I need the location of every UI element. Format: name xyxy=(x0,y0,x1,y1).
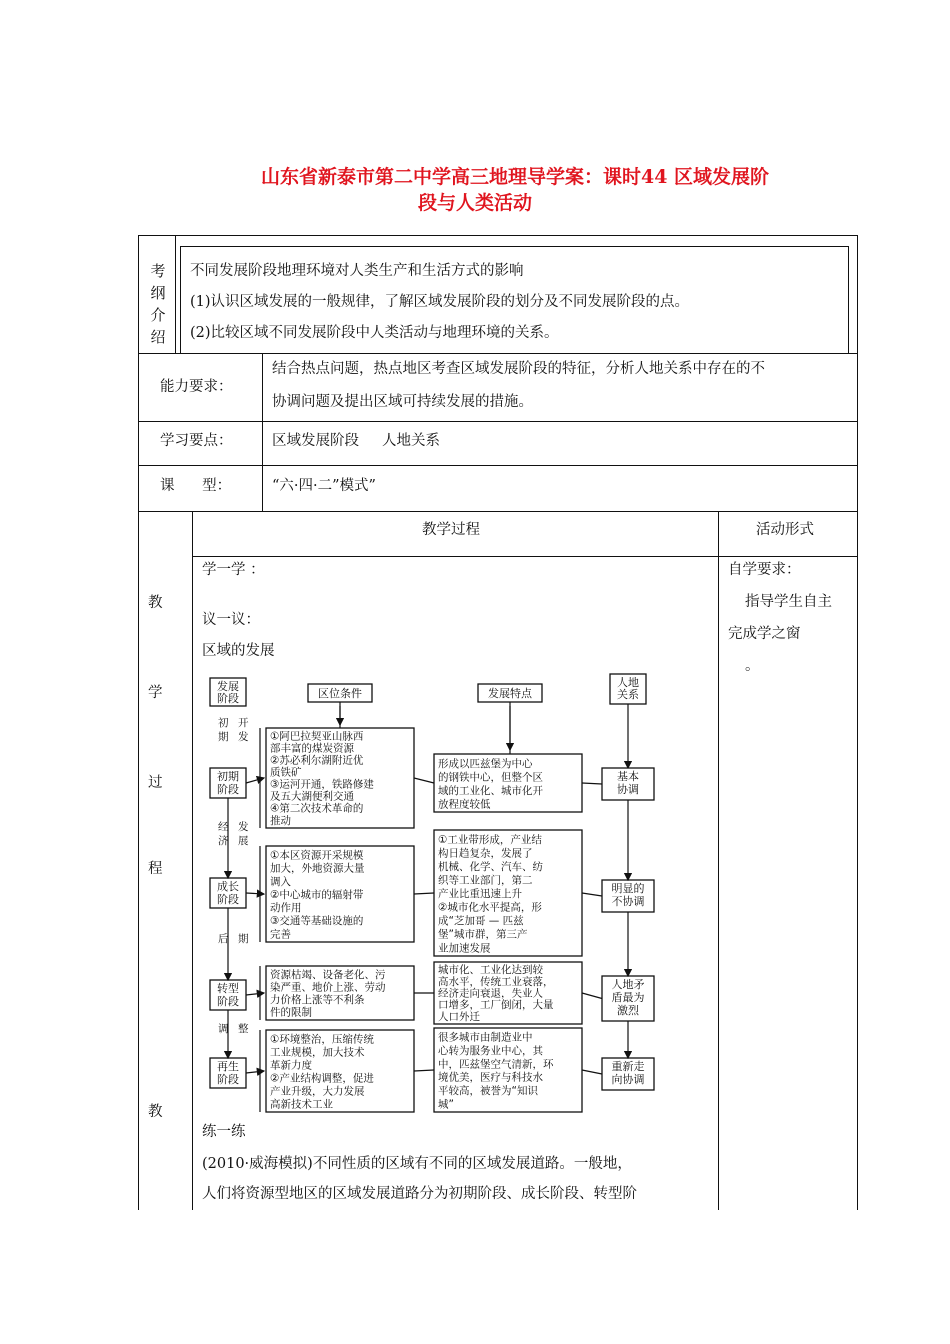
header-feature-text: 发展特点 xyxy=(488,687,532,700)
header-relation-text: 关系 xyxy=(617,688,639,701)
side-char: 教 xyxy=(148,1104,163,1120)
relation-text: 人地矛 xyxy=(611,978,645,991)
condition-text: 推动 xyxy=(270,814,291,827)
feature-text: 口增多，工厂倒闭，大量 xyxy=(438,999,554,1012)
side-char: 学 xyxy=(148,685,163,701)
lessontype-label: 课 型： xyxy=(160,478,232,494)
feature-to-relation xyxy=(582,1070,602,1074)
stage-name: 阶段 xyxy=(217,783,239,796)
phase-label: 济 xyxy=(218,835,229,847)
feature-to-relation xyxy=(582,993,602,999)
feature-text: 人口外迁 xyxy=(438,1010,480,1023)
condition-text: ③运河开通，铁路修建 xyxy=(270,778,374,791)
feature-text: 构日趋复杂，发展了 xyxy=(438,847,533,860)
condition-text: ③交通等基础设施的 xyxy=(270,915,364,928)
doc-title-line1: 山东省新泰市第二中学高三地理导学案：课时44 区域发展阶 xyxy=(260,166,770,188)
header-stage-text: 阶段 xyxy=(217,692,239,705)
relation-text: 基本 xyxy=(617,770,639,783)
outline-label: 考 纲 介 绍 xyxy=(150,262,166,346)
row-divider xyxy=(138,421,858,422)
stage-name: 阶段 xyxy=(217,995,239,1008)
condition-text: ①阿巴拉契亚山脉西 xyxy=(270,730,364,743)
condition-text: 及五大湖便利交通 xyxy=(270,790,354,803)
phase-label: 初 xyxy=(218,717,229,729)
practice-line-2: 人们将资源型地区的区域发展道路分为初期阶段、成长阶段、转型阶 xyxy=(202,1186,637,1202)
region-development-diagram xyxy=(200,670,660,1120)
feature-text: ①工业带形成，产业结 xyxy=(438,833,542,846)
doc-title-line2: 段与人类活动 xyxy=(417,192,532,214)
row-divider xyxy=(138,353,858,354)
ability-label: 能力要求： xyxy=(160,379,233,395)
row-divider xyxy=(138,465,858,466)
condition-text: ①环境整治，压缩传统 xyxy=(270,1033,374,1046)
condition-text: 动作用 xyxy=(270,902,302,915)
feature-text: 中，匹兹堡空气清新，环 xyxy=(438,1058,554,1071)
phase-label: 发 xyxy=(238,821,249,833)
feature-text: 织等工业部门，第二 xyxy=(438,874,533,887)
side-char: 过 xyxy=(148,775,163,791)
feature-text: 堡”城市群，第三产 xyxy=(438,928,528,941)
activity-line-4: 。 xyxy=(745,658,760,674)
table-right-border xyxy=(857,235,858,1210)
feature-text: 平较高，被誉为“知识 xyxy=(438,1085,538,1097)
ability-line-1: 结合热点问题，热点地区考查区域发展阶段的特征，分析人地关系中存在的不 xyxy=(272,361,765,377)
feature-text: ②城市化水平提高，形 xyxy=(438,901,542,914)
feature-text: 放程度较低 xyxy=(438,798,491,811)
study-label: 学一学 ： xyxy=(202,562,265,578)
condition-text: ②产业结构调整，促进 xyxy=(270,1072,374,1085)
stage-to-condition xyxy=(246,1071,264,1073)
side-char: 教 xyxy=(148,595,163,611)
feature-text: 心转为服务业中心，其 xyxy=(438,1045,543,1057)
ability-line-2: 协调问题及提出区域可持续发展的措施。 xyxy=(272,394,533,410)
condition-text: 加大，外地资源大量 xyxy=(270,862,365,875)
relation-text: 激烈 xyxy=(617,1004,639,1017)
lessontype-value: “六·四·二”模式” xyxy=(272,478,376,494)
phase-label: 期 xyxy=(218,731,229,743)
condition-text: 革新力度 xyxy=(270,1059,312,1072)
practice-title: 练一练 xyxy=(202,1124,246,1140)
condition-text: 质铁矿 xyxy=(270,766,302,779)
feature-text: 的钢铁中心，但整个区 xyxy=(438,771,543,784)
stage-to-condition xyxy=(246,893,264,894)
phase-label: 发 xyxy=(238,731,249,743)
feature-text: 业加速发展 xyxy=(438,942,491,955)
relation-text: 盾最为 xyxy=(611,991,645,1004)
condition-to-feature xyxy=(414,1070,434,1071)
condition-text: 工业规模，加大技术 xyxy=(270,1046,365,1059)
label-divider xyxy=(262,353,263,511)
phase-label: 整 xyxy=(238,1023,249,1035)
row-divider xyxy=(138,511,858,512)
condition-text: 染严重、地价上涨、劳动 xyxy=(270,981,386,994)
feature-text: 城” xyxy=(438,1098,454,1111)
condition-text: ④第二次技术革命的 xyxy=(270,802,364,815)
stage-name: 转型 xyxy=(217,982,239,995)
relation-text: 重新走 xyxy=(611,1060,645,1073)
condition-text: ②苏必利尔湖附近优 xyxy=(270,754,364,767)
feature-text: 机械、化学、汽车、纺 xyxy=(438,860,543,873)
activity-line-2: 指导学生自主 xyxy=(745,594,832,610)
condition-text: 调入 xyxy=(270,875,291,888)
outline-inner-left xyxy=(180,246,181,353)
relation-text: 协调 xyxy=(617,783,639,796)
region-label: 区域的发展 xyxy=(202,643,275,659)
stage-to-condition xyxy=(246,993,264,995)
outline-divider xyxy=(175,235,176,353)
header-stage-text: 发展 xyxy=(217,680,239,693)
condition-text: ②中心城市的辐射带 xyxy=(270,888,364,901)
outline-line-2: (1)认识区域发展的一般规律，了解区域发展阶段的划分及不同发展阶段的点。 xyxy=(190,294,690,310)
condition-text: 资源枯竭、设备老化、污 xyxy=(270,968,386,981)
table-left-border xyxy=(138,235,139,1210)
phase-label: 经 xyxy=(218,821,229,833)
condition-to-feature xyxy=(414,778,434,783)
stage-to-condition xyxy=(246,778,264,783)
feature-to-relation xyxy=(582,783,602,784)
feature-text: 形成以匹兹堡为中心 xyxy=(438,757,533,770)
stage-name: 初期 xyxy=(217,770,239,783)
feature-text: 成“芝加哥 — 匹兹 xyxy=(438,915,524,928)
practice-line-1: (2010·威海模拟)不同性质的区域有不同的区域发展道路。一般地， xyxy=(202,1156,632,1172)
discuss-label: 议一议： xyxy=(202,612,260,628)
condition-text: 力价格上涨等不利条 xyxy=(270,994,365,1007)
process-activity-divider xyxy=(718,511,719,1210)
condition-text: 高新技术工业 xyxy=(270,1098,333,1111)
header-activity: 活动形式 xyxy=(756,522,814,538)
activity-line-1: 自学要求： xyxy=(728,562,801,578)
keypoints-label: 学习要点： xyxy=(160,433,233,449)
phase-label: 后 xyxy=(218,933,229,945)
feature-text: 境优美，医疗与科技水 xyxy=(438,1071,543,1084)
outline-inner-right xyxy=(848,246,849,353)
relation-text: 向协调 xyxy=(611,1073,645,1086)
stage-name: 阶段 xyxy=(217,893,239,906)
condition-to-feature xyxy=(414,893,434,894)
side-char: 程 xyxy=(148,861,163,877)
relation-text: 明显的 xyxy=(611,882,645,895)
phase-label: 展 xyxy=(238,835,249,847)
outline-line-3: (2)比较区域不同发展阶段中人类活动与地理环境的关系。 xyxy=(190,325,559,341)
header-process: 教学过程 xyxy=(422,522,480,538)
phase-label: 开 xyxy=(238,717,249,729)
feature-text: 经济走向衰退，失业人 xyxy=(438,987,543,1000)
feature-text: 高水平，传统工业衰落， xyxy=(438,975,554,988)
feature-text: 产业比重迅速上升 xyxy=(438,888,522,901)
condition-text: 部丰富的煤炭资源 xyxy=(270,742,354,755)
feature-text: 城市化、工业化达到较 xyxy=(438,964,543,977)
relation-text: 不协调 xyxy=(611,895,645,908)
outline-line-1: 不同发展阶段地理环境对人类生产和生活方式的影响 xyxy=(190,263,524,279)
header-relation-text: 人地 xyxy=(617,676,639,689)
feature-to-relation xyxy=(582,893,602,896)
phase-label: 期 xyxy=(238,933,249,945)
feature-text: 域的工业化、城市化开 xyxy=(438,784,543,797)
keypoints-value: 区域发展阶段 人地关系 xyxy=(272,433,441,449)
condition-text: 产业升级，大力发展 xyxy=(270,1085,365,1098)
activity-line-3: 完成学之窗 xyxy=(728,626,801,642)
stage-name: 阶段 xyxy=(217,1073,239,1086)
table-top-border xyxy=(138,235,858,236)
header-location-text: 区位条件 xyxy=(318,687,362,700)
outline-inner-top xyxy=(180,246,848,247)
stage-name: 成长 xyxy=(217,880,239,893)
process-left-divider xyxy=(192,511,193,1210)
feature-text: 很多城市由制造业中 xyxy=(438,1031,533,1044)
phase-label: 调 xyxy=(218,1023,229,1035)
condition-text: 完善 xyxy=(270,928,291,941)
condition-text: ①本区资源开采规模 xyxy=(270,849,364,862)
stage-name: 再生 xyxy=(217,1060,239,1073)
condition-text: 件的限制 xyxy=(270,1006,312,1019)
